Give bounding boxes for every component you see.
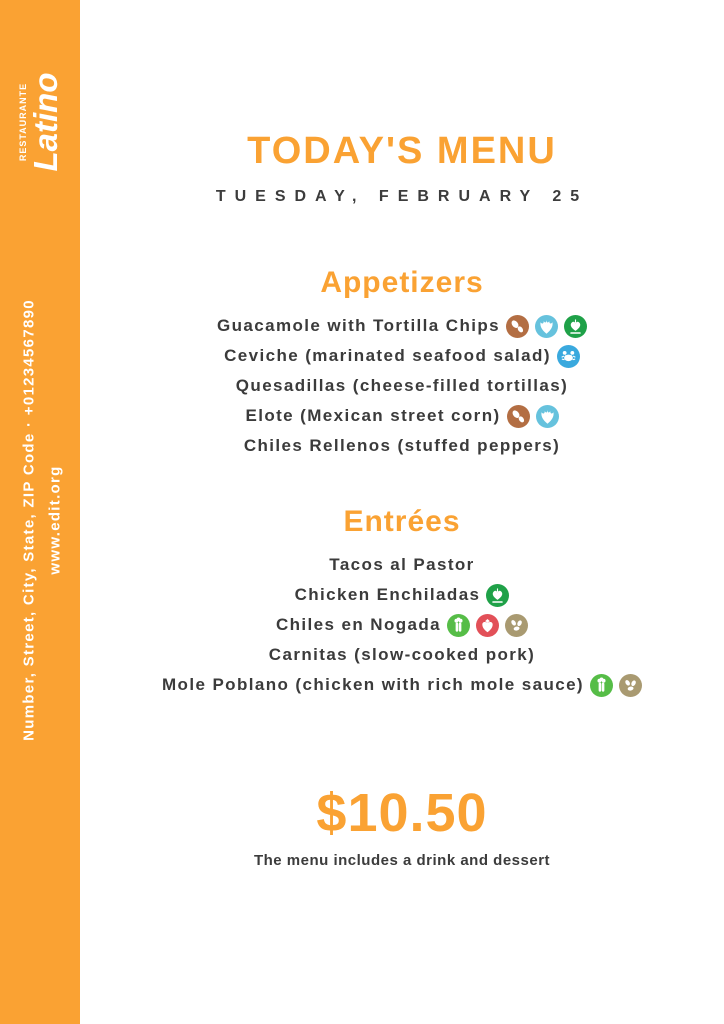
menu-item — [80, 640, 724, 670]
celery-allergen-icon — [590, 674, 613, 697]
menu-item-text: Carnitas (slow-cooked pork) — [268, 645, 536, 664]
berry-allergen-icon — [476, 614, 499, 637]
menu-item-text: Tacos al Pastor — [329, 555, 475, 574]
page-title: TODAY'S MENU — [247, 130, 557, 172]
menu-item-text: Chicken Enchiladas — [294, 585, 481, 604]
peanut-allergen-icon — [506, 315, 529, 338]
sidebar — [0, 0, 80, 1024]
menu-item — [80, 550, 724, 580]
leaf-allergen-icon — [564, 315, 587, 338]
menu-item — [80, 371, 724, 401]
menu-item — [80, 401, 724, 431]
menu-price: $10.50 — [316, 783, 488, 843]
leaf-allergen-icon — [486, 584, 509, 607]
section-title: Entrées — [343, 505, 461, 538]
menu-item — [80, 341, 724, 371]
celery-allergen-icon — [447, 614, 470, 637]
section-title: Appetizers — [320, 266, 484, 299]
brand-latino-label: Latino — [27, 72, 64, 172]
menu-content — [80, 0, 724, 1024]
menu-item — [80, 610, 724, 640]
nuts-allergen-icon — [505, 614, 528, 637]
shell-allergen-icon — [536, 405, 559, 428]
menu-item-text: Chiles en Nogada — [275, 615, 442, 634]
menu-item-text: Ceviche (marinated seafood salad) — [224, 346, 551, 365]
peanut-allergen-icon — [507, 405, 530, 428]
menu-item-text: Elote (Mexican street corn) — [245, 406, 501, 425]
menu-item — [80, 311, 724, 341]
menu-item — [80, 431, 724, 461]
shell-allergen-icon — [535, 315, 558, 338]
menu-sections — [80, 266, 724, 700]
menu-item-text: Mole Poblano (chicken with rich mole sauce) — [162, 675, 584, 694]
menu-item-text: Quesadillas (cheese-filled tortillas) — [235, 376, 569, 395]
address-text: Number, Street, City, State, ZIP Code · +01234567890 — [20, 299, 38, 741]
menu-item — [80, 580, 724, 610]
menu-item-text: Chiles Rellenos (stuffed peppers) — [243, 436, 561, 455]
crab-allergen-icon — [557, 345, 580, 368]
nuts-allergen-icon — [619, 674, 642, 697]
menu-item-text: Guacamole with Tortilla Chips — [216, 316, 501, 335]
brand-restaurante-label: RESTAURANTE — [18, 82, 28, 162]
website-text: www.edit.org — [46, 465, 64, 575]
menu-item — [80, 670, 724, 700]
menu-date: TUESDAY, FEBRUARY 25 — [215, 188, 589, 205]
menu-note: The menu includes a drink and dessert — [253, 852, 551, 869]
